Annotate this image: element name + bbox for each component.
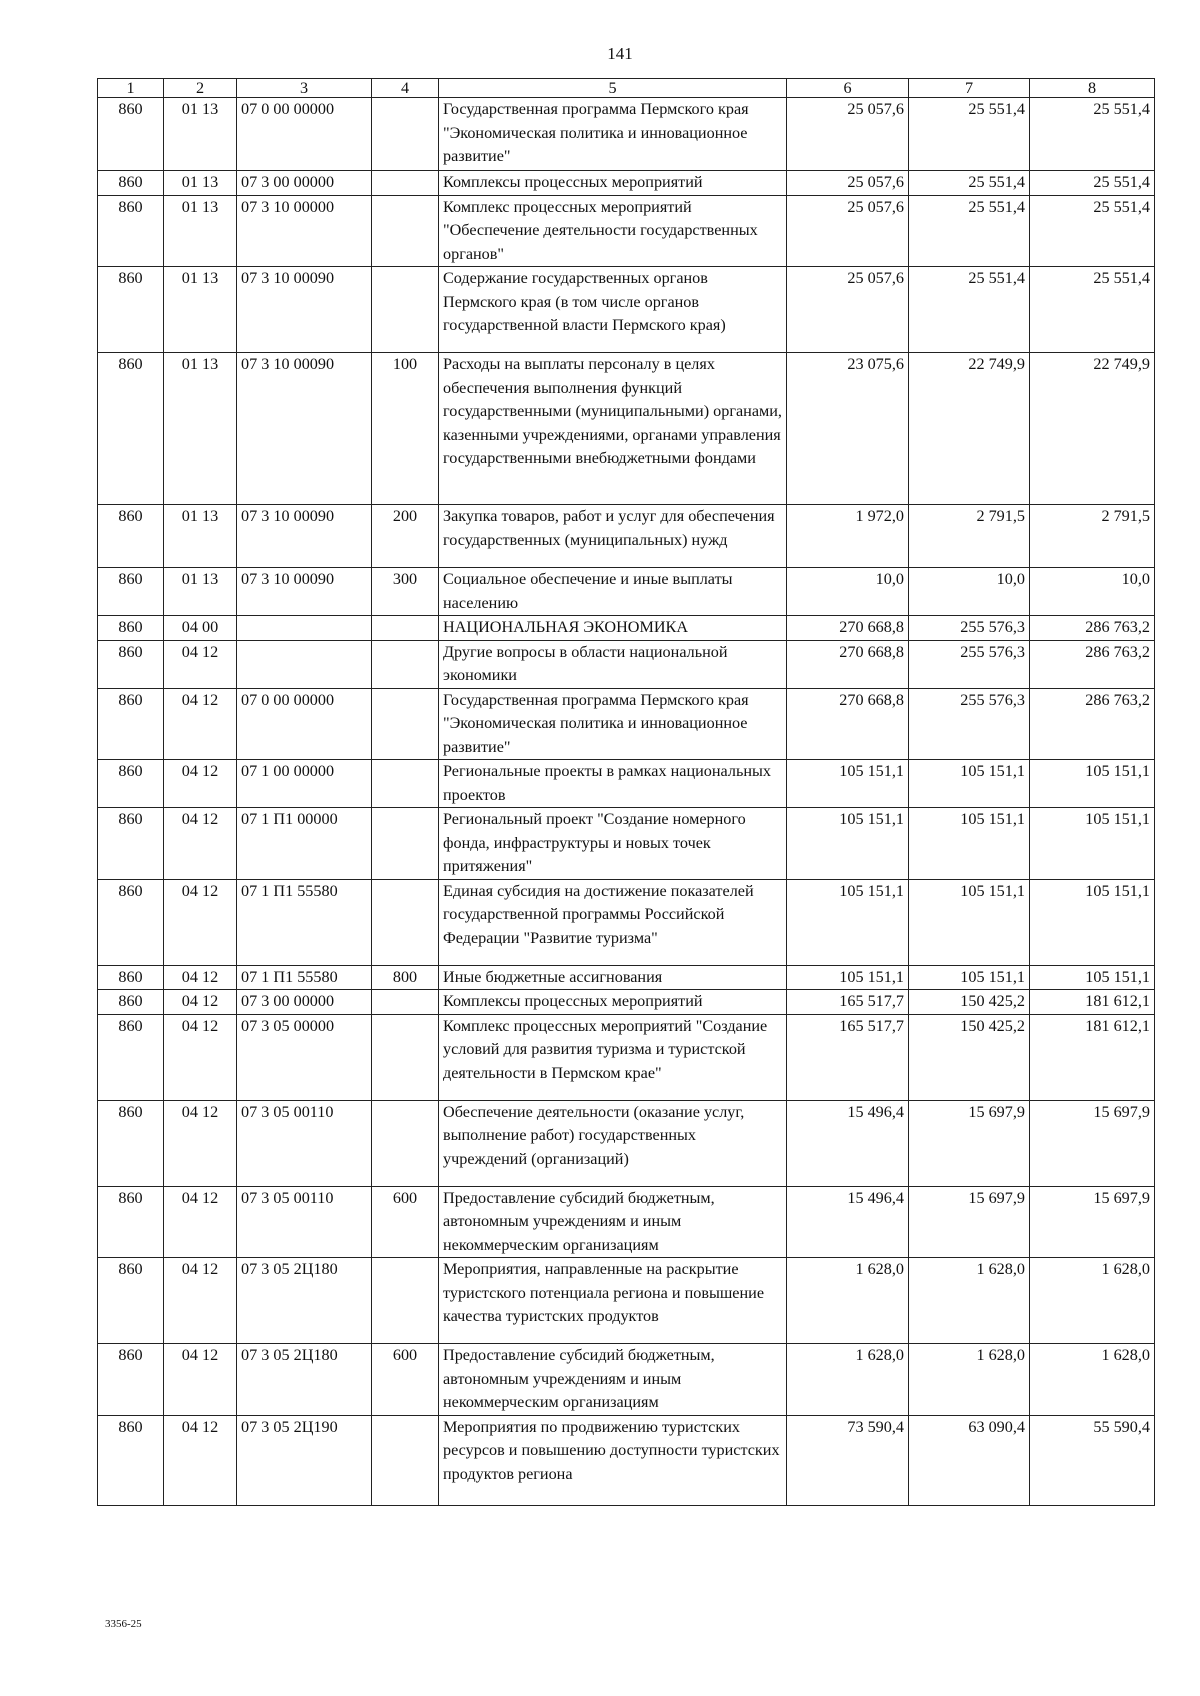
cell-amount-2: 25 551,4 xyxy=(909,267,1030,353)
cell-expense-type xyxy=(372,688,439,760)
cell-gr: 860 xyxy=(98,568,164,616)
cell-amount-1: 73 590,4 xyxy=(787,1415,909,1505)
cell-gr: 860 xyxy=(98,98,164,171)
cell-expense-type xyxy=(372,171,439,196)
cell-section: 04 12 xyxy=(164,760,237,808)
cell-gr: 860 xyxy=(98,688,164,760)
cell-amount-3: 105 151,1 xyxy=(1030,879,1155,965)
cell-section: 01 13 xyxy=(164,171,237,196)
cell-target-item: 07 3 05 00000 xyxy=(237,1014,372,1100)
cell-amount-2: 255 576,3 xyxy=(909,640,1030,688)
cell-gr: 860 xyxy=(98,616,164,641)
table-row xyxy=(98,640,1155,688)
cell-amount-3: 25 551,4 xyxy=(1030,98,1155,171)
cell-section: 04 12 xyxy=(164,1344,237,1416)
cell-amount-3: 181 612,1 xyxy=(1030,990,1155,1015)
cell-target-item: 07 3 00 00000 xyxy=(237,171,372,196)
cell-section: 04 12 xyxy=(164,1415,237,1505)
document-code: 3356-25 xyxy=(105,1618,142,1630)
cell-name: Мероприятия по продвижению туристских ресурсов и повышению доступности туристских продуктов региона xyxy=(439,1415,787,1505)
cell-section: 04 12 xyxy=(164,1100,237,1186)
cell-name: Закупка товаров, работ и услуг для обеспечения государственных (муниципальных) нужд xyxy=(439,505,787,568)
table-row xyxy=(98,195,1155,267)
cell-amount-2: 25 551,4 xyxy=(909,171,1030,196)
cell-expense-type xyxy=(372,1415,439,1505)
cell-target-item: 07 3 05 00110 xyxy=(237,1186,372,1258)
cell-section: 04 12 xyxy=(164,1186,237,1258)
column-header: 2 xyxy=(164,79,237,98)
cell-amount-2: 105 151,1 xyxy=(909,879,1030,965)
cell-amount-3: 10,0 xyxy=(1030,568,1155,616)
cell-target-item xyxy=(237,640,372,688)
page-number: 141 xyxy=(607,44,633,63)
cell-amount-1: 15 496,4 xyxy=(787,1186,909,1258)
cell-name: Государственная программа Пермского края "Экономическая политика и инновационное развитие" xyxy=(439,98,787,171)
cell-target-item: 07 3 10 00090 xyxy=(237,568,372,616)
cell-amount-1: 10,0 xyxy=(787,568,909,616)
cell-amount-3: 15 697,9 xyxy=(1030,1100,1155,1186)
cell-section: 01 13 xyxy=(164,353,237,505)
cell-target-item: 07 1 П1 55580 xyxy=(237,879,372,965)
table-row xyxy=(98,760,1155,808)
cell-expense-type xyxy=(372,616,439,641)
cell-expense-type xyxy=(372,1100,439,1186)
cell-amount-2: 105 151,1 xyxy=(909,808,1030,880)
cell-amount-1: 165 517,7 xyxy=(787,990,909,1015)
cell-amount-3: 105 151,1 xyxy=(1030,760,1155,808)
cell-amount-2: 1 628,0 xyxy=(909,1344,1030,1416)
cell-gr: 860 xyxy=(98,1258,164,1344)
table-row xyxy=(98,568,1155,616)
cell-amount-1: 15 496,4 xyxy=(787,1100,909,1186)
table-row xyxy=(98,171,1155,196)
cell-section: 04 12 xyxy=(164,688,237,760)
cell-target-item: 07 1 П1 55580 xyxy=(237,965,372,990)
cell-section: 04 12 xyxy=(164,965,237,990)
cell-gr: 860 xyxy=(98,505,164,568)
cell-expense-type: 100 xyxy=(372,353,439,505)
cell-expense-type: 800 xyxy=(372,965,439,990)
table-row xyxy=(98,267,1155,353)
cell-amount-2: 15 697,9 xyxy=(909,1186,1030,1258)
cell-name: Государственная программа Пермского края "Экономическая политика и инновационное развитие" xyxy=(439,688,787,760)
cell-section: 04 12 xyxy=(164,990,237,1015)
cell-amount-1: 1 628,0 xyxy=(787,1258,909,1344)
cell-amount-3: 55 590,4 xyxy=(1030,1415,1155,1505)
cell-target-item: 07 3 05 2Ц180 xyxy=(237,1344,372,1416)
cell-name: Социальное обеспечение и иные выплаты населению xyxy=(439,568,787,616)
column-header: 4 xyxy=(372,79,439,98)
cell-gr: 860 xyxy=(98,640,164,688)
cell-amount-2: 15 697,9 xyxy=(909,1100,1030,1186)
cell-amount-2: 150 425,2 xyxy=(909,990,1030,1015)
cell-amount-1: 105 151,1 xyxy=(787,808,909,880)
table-header-row xyxy=(98,79,1155,98)
cell-gr: 860 xyxy=(98,353,164,505)
cell-target-item: 07 3 10 00090 xyxy=(237,353,372,505)
cell-amount-1: 105 151,1 xyxy=(787,760,909,808)
cell-name: Предоставление субсидий бюджетным, автономным учреждениям и иным некоммерческим организациям xyxy=(439,1186,787,1258)
table-row xyxy=(98,1186,1155,1258)
cell-name: Иные бюджетные ассигнования xyxy=(439,965,787,990)
cell-expense-type xyxy=(372,808,439,880)
cell-name: Обеспечение деятельности (оказание услуг, выполнение работ) государственных учреждений (организаций) xyxy=(439,1100,787,1186)
cell-expense-type xyxy=(372,195,439,267)
cell-amount-3: 1 628,0 xyxy=(1030,1344,1155,1416)
cell-target-item: 07 3 10 00090 xyxy=(237,267,372,353)
cell-name: НАЦИОНАЛЬНАЯ ЭКОНОМИКА xyxy=(439,616,787,641)
cell-amount-3: 181 612,1 xyxy=(1030,1014,1155,1100)
cell-amount-1: 270 668,8 xyxy=(787,616,909,641)
cell-gr: 860 xyxy=(98,990,164,1015)
cell-section: 04 12 xyxy=(164,640,237,688)
cell-amount-2: 105 151,1 xyxy=(909,760,1030,808)
cell-target-item: 07 3 05 2Ц180 xyxy=(237,1258,372,1344)
cell-amount-3: 105 151,1 xyxy=(1030,808,1155,880)
cell-section: 01 13 xyxy=(164,195,237,267)
cell-expense-type xyxy=(372,1258,439,1344)
cell-target-item: 07 0 00 00000 xyxy=(237,98,372,171)
cell-amount-1: 165 517,7 xyxy=(787,1014,909,1100)
cell-amount-2: 25 551,4 xyxy=(909,98,1030,171)
cell-expense-type: 300 xyxy=(372,568,439,616)
cell-gr: 860 xyxy=(98,879,164,965)
cell-amount-1: 25 057,6 xyxy=(787,98,909,171)
cell-amount-3: 22 749,9 xyxy=(1030,353,1155,505)
table-row xyxy=(98,353,1155,505)
column-header: 8 xyxy=(1030,79,1155,98)
cell-name: Региональные проекты в рамках национальных проектов xyxy=(439,760,787,808)
cell-section: 01 13 xyxy=(164,568,237,616)
cell-amount-1: 105 151,1 xyxy=(787,965,909,990)
table-row xyxy=(98,990,1155,1015)
cell-name: Другие вопросы в области национальной экономики xyxy=(439,640,787,688)
cell-target-item: 07 1 00 00000 xyxy=(237,760,372,808)
cell-name: Содержание государственных органов Пермского края (в том числе органов государственной власти Пермского края) xyxy=(439,267,787,353)
cell-expense-type: 600 xyxy=(372,1186,439,1258)
cell-gr: 860 xyxy=(98,1344,164,1416)
cell-gr: 860 xyxy=(98,808,164,880)
table-row xyxy=(98,1100,1155,1186)
cell-expense-type: 600 xyxy=(372,1344,439,1416)
cell-amount-2: 255 576,3 xyxy=(909,688,1030,760)
table-row xyxy=(98,505,1155,568)
cell-amount-1: 23 075,6 xyxy=(787,353,909,505)
table-row xyxy=(98,965,1155,990)
cell-amount-2: 105 151,1 xyxy=(909,965,1030,990)
cell-section: 01 13 xyxy=(164,505,237,568)
cell-amount-1: 25 057,6 xyxy=(787,267,909,353)
cell-gr: 860 xyxy=(98,1100,164,1186)
cell-amount-3: 1 628,0 xyxy=(1030,1258,1155,1344)
budget-table xyxy=(97,78,1155,1506)
cell-amount-1: 270 668,8 xyxy=(787,688,909,760)
cell-amount-3: 286 763,2 xyxy=(1030,640,1155,688)
cell-expense-type xyxy=(372,879,439,965)
cell-name: Мероприятия, направленные на раскрытие туристского потенциала региона и повышение качества туристских продуктов xyxy=(439,1258,787,1344)
cell-amount-2: 2 791,5 xyxy=(909,505,1030,568)
table-row xyxy=(98,1258,1155,1344)
cell-amount-1: 1 628,0 xyxy=(787,1344,909,1416)
column-header: 5 xyxy=(439,79,787,98)
cell-amount-1: 25 057,6 xyxy=(787,195,909,267)
cell-name: Расходы на выплаты персоналу в целях обеспечения выполнения функций государственными (муниципальными) органами, казенными учреждениями, органами управления государственными внебюджетными фондами xyxy=(439,353,787,505)
cell-name: Комплексы процессных мероприятий xyxy=(439,171,787,196)
cell-amount-3: 25 551,4 xyxy=(1030,171,1155,196)
cell-gr: 860 xyxy=(98,1014,164,1100)
cell-amount-2: 1 628,0 xyxy=(909,1258,1030,1344)
cell-amount-2: 10,0 xyxy=(909,568,1030,616)
cell-section: 04 12 xyxy=(164,808,237,880)
column-header: 6 xyxy=(787,79,909,98)
cell-amount-3: 105 151,1 xyxy=(1030,965,1155,990)
cell-amount-1: 1 972,0 xyxy=(787,505,909,568)
cell-section: 01 13 xyxy=(164,267,237,353)
cell-amount-1: 25 057,6 xyxy=(787,171,909,196)
cell-amount-2: 63 090,4 xyxy=(909,1415,1030,1505)
cell-amount-2: 22 749,9 xyxy=(909,353,1030,505)
cell-target-item: 07 3 05 00110 xyxy=(237,1100,372,1186)
table-row xyxy=(98,808,1155,880)
cell-name: Региональный проект "Создание номерного фонда, инфраструктуры и новых точек притяжения" xyxy=(439,808,787,880)
cell-section: 04 12 xyxy=(164,1014,237,1100)
cell-name: Предоставление субсидий бюджетным, автономным учреждениям и иным некоммерческим организациям xyxy=(439,1344,787,1416)
cell-expense-type xyxy=(372,98,439,171)
table-row xyxy=(98,879,1155,965)
table-row xyxy=(98,1415,1155,1505)
cell-amount-3: 286 763,2 xyxy=(1030,688,1155,760)
cell-gr: 860 xyxy=(98,1186,164,1258)
cell-amount-2: 25 551,4 xyxy=(909,195,1030,267)
cell-amount-2: 150 425,2 xyxy=(909,1014,1030,1100)
cell-expense-type xyxy=(372,760,439,808)
cell-section: 01 13 xyxy=(164,98,237,171)
table-row xyxy=(98,1344,1155,1416)
table-row xyxy=(98,616,1155,641)
cell-gr: 860 xyxy=(98,760,164,808)
cell-gr: 860 xyxy=(98,965,164,990)
cell-target-item: 07 3 10 00090 xyxy=(237,505,372,568)
column-header: 7 xyxy=(909,79,1030,98)
cell-amount-3: 15 697,9 xyxy=(1030,1186,1155,1258)
cell-gr: 860 xyxy=(98,1415,164,1505)
cell-name: Комплексы процессных мероприятий xyxy=(439,990,787,1015)
column-header: 1 xyxy=(98,79,164,98)
cell-target-item: 07 3 10 00000 xyxy=(237,195,372,267)
cell-expense-type xyxy=(372,1014,439,1100)
cell-target-item: 07 3 05 2Ц190 xyxy=(237,1415,372,1505)
column-header: 3 xyxy=(237,79,372,98)
cell-amount-2: 255 576,3 xyxy=(909,616,1030,641)
cell-target-item: 07 0 00 00000 xyxy=(237,688,372,760)
cell-name: Комплекс процессных мероприятий "Обеспечение деятельности государственных органов" xyxy=(439,195,787,267)
cell-expense-type xyxy=(372,990,439,1015)
cell-expense-type: 200 xyxy=(372,505,439,568)
table-row xyxy=(98,98,1155,171)
cell-gr: 860 xyxy=(98,171,164,196)
table-row xyxy=(98,1014,1155,1100)
cell-expense-type xyxy=(372,640,439,688)
cell-section: 04 12 xyxy=(164,1258,237,1344)
cell-target-item xyxy=(237,616,372,641)
cell-target-item: 07 3 00 00000 xyxy=(237,990,372,1015)
cell-target-item: 07 1 П1 00000 xyxy=(237,808,372,880)
cell-amount-3: 25 551,4 xyxy=(1030,195,1155,267)
cell-amount-1: 270 668,8 xyxy=(787,640,909,688)
cell-name: Единая субсидия на достижение показателей государственной программы Российской Федерации "Развитие туризма" xyxy=(439,879,787,965)
cell-amount-3: 2 791,5 xyxy=(1030,505,1155,568)
cell-amount-3: 286 763,2 xyxy=(1030,616,1155,641)
cell-gr: 860 xyxy=(98,267,164,353)
table-row xyxy=(98,688,1155,760)
cell-amount-1: 105 151,1 xyxy=(787,879,909,965)
cell-amount-3: 25 551,4 xyxy=(1030,267,1155,353)
cell-section: 04 12 xyxy=(164,879,237,965)
cell-expense-type xyxy=(372,267,439,353)
cell-section: 04 00 xyxy=(164,616,237,641)
cell-gr: 860 xyxy=(98,195,164,267)
cell-name: Комплекс процессных мероприятий "Создание условий для развития туризма и туристской деятельности в Пермском крае" xyxy=(439,1014,787,1100)
